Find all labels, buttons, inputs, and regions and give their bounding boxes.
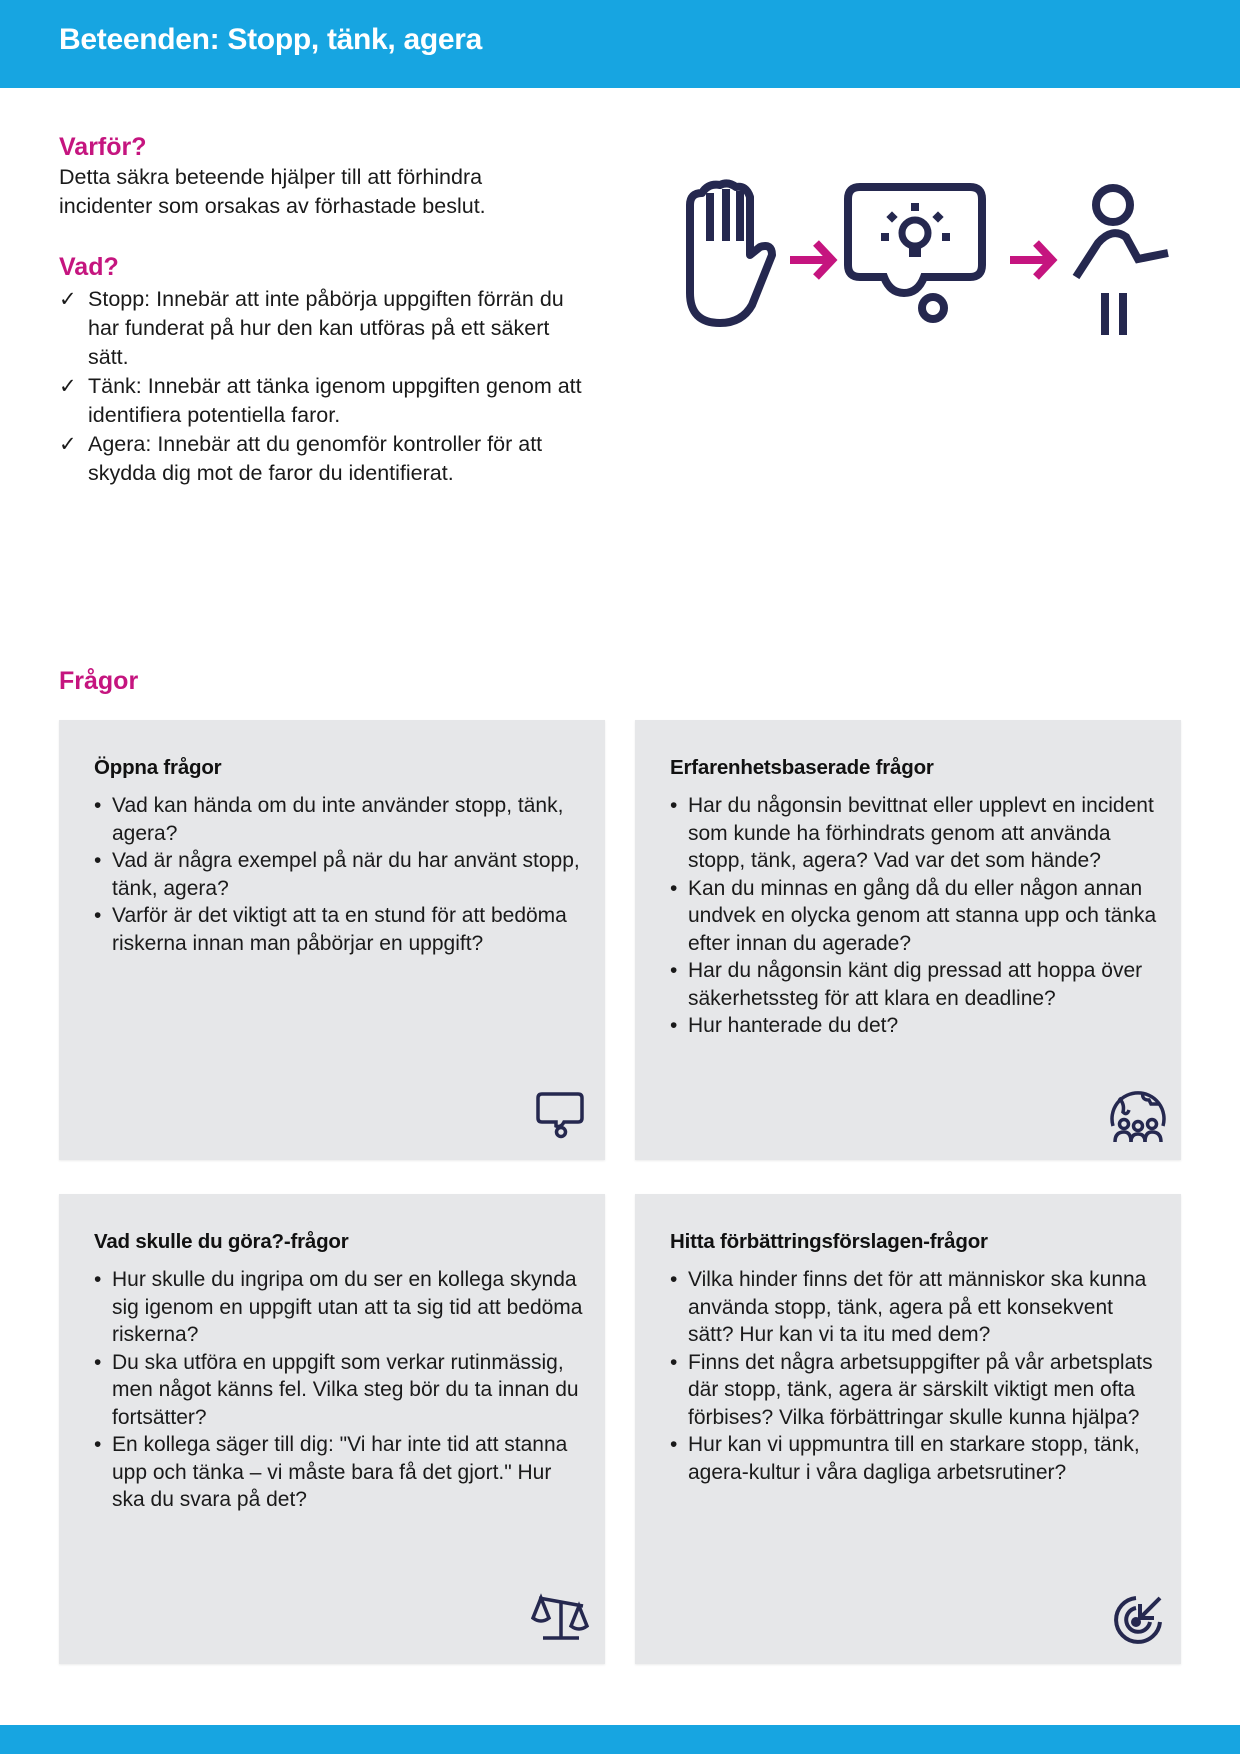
header-bar bbox=[0, 0, 1240, 88]
why-heading: Varför? bbox=[59, 133, 147, 161]
question-text: Hur kan vi uppmuntra till en starkare stopp, tänk, agera-kultur i våra dagliga arbetsrutiner? bbox=[688, 1433, 1140, 1484]
stop-hand-icon bbox=[690, 183, 772, 323]
question-item bbox=[94, 1349, 585, 1432]
check-icon: ✓ bbox=[59, 288, 77, 311]
question-text: Varför är det viktigt att ta en stund för att bedöma riskerna innan man påbörjar en uppgift? bbox=[112, 904, 567, 955]
bullet: • bbox=[94, 849, 102, 872]
question-item bbox=[670, 1266, 1161, 1349]
question-item bbox=[94, 792, 585, 847]
check-icon: ✓ bbox=[59, 375, 77, 398]
question-item bbox=[670, 957, 1161, 1012]
bullet: • bbox=[94, 794, 102, 817]
why-text bbox=[59, 163, 619, 221]
why-line: Detta säkra beteende hjälper till att förhindra bbox=[59, 165, 483, 189]
question-item bbox=[670, 792, 1161, 875]
bullet: • bbox=[94, 1350, 102, 1374]
bullet: • bbox=[94, 1268, 102, 1291]
speech-bubble-icon bbox=[534, 1088, 586, 1140]
questions-heading: Frågor bbox=[59, 667, 139, 695]
question-text: Finns det några arbetsuppgifter på vår arbetsplats där stopp, tänk, agera är särskilt viktigt men ofta förbises? Vilka förbättringar skulle kunna hjälpa? bbox=[688, 1350, 1153, 1429]
question-text: Vad är några exempel på när du har använt stopp, tänk, agera? bbox=[112, 849, 580, 900]
question-item bbox=[670, 1431, 1161, 1486]
question-item bbox=[670, 1349, 1161, 1432]
checklist-text: Stopp: Innebär att inte påbörja uppgiften förrän du har funderat på hur den kan utföras på ett säkert sätt. bbox=[88, 287, 564, 369]
question-card-improvements bbox=[635, 1194, 1181, 1664]
card-title: Vad skulle du göra?-frågor bbox=[94, 1230, 349, 1253]
question-text: Hur skulle du ingripa om du ser en kollega skynda sig igenom en uppgift utan att ta sig tid att bedöma riskerna? bbox=[112, 1268, 583, 1346]
why-line: incidenter som orsakas av förhastade beslut. bbox=[59, 194, 486, 218]
question-text: En kollega säger till dig: "Vi har inte tid att stanna upp och tänka – vi måste bara få det gjort." Hur ska du svara på det? bbox=[112, 1433, 568, 1511]
bullet: • bbox=[670, 1268, 678, 1291]
checklist-item bbox=[59, 372, 588, 430]
question-card-experience bbox=[635, 720, 1181, 1160]
question-text: Har du någonsin känt dig pressad att hoppa över säkerhetssteg för att klara en deadline? bbox=[688, 959, 1143, 1010]
bullet: • bbox=[670, 1350, 678, 1374]
card-title: Erfarenhetsbaserade frågor bbox=[670, 756, 934, 779]
footer-bar bbox=[0, 1725, 1240, 1754]
question-item bbox=[670, 1012, 1161, 1040]
what-checklist bbox=[59, 285, 599, 488]
bullet: • bbox=[670, 1014, 678, 1037]
question-list bbox=[670, 1266, 1161, 1486]
globe-people-icon bbox=[1107, 1086, 1169, 1148]
question-text: Har du någonsin bevittnat eller upplevt en incident som kunde ha förhindrats genom att använda stopp, tänk, agera? Vad var det som hände? bbox=[688, 794, 1154, 872]
question-item bbox=[94, 902, 585, 957]
question-item bbox=[94, 1431, 585, 1514]
page-title: Beteenden: Stopp, tänk, agera bbox=[59, 23, 483, 56]
arrow-right-icon bbox=[790, 243, 832, 277]
question-text: Vad kan hända om du inte använder stopp, tänk, agera? bbox=[112, 794, 564, 845]
stop-think-act-flow bbox=[680, 175, 1180, 345]
question-card-open bbox=[59, 720, 605, 1160]
bullet: • bbox=[670, 794, 678, 817]
bullet: • bbox=[670, 959, 678, 982]
bullet: • bbox=[670, 876, 678, 900]
question-text: Du ska utföra en uppgift som verkar rutinmässig, men något känns fel. Vilka steg bör du ta innan du fortsätter? bbox=[112, 1350, 579, 1429]
target-arrow-icon bbox=[1110, 1592, 1166, 1648]
checklist-text: Agera: Innebär att du genomför kontroller för att skydda dig mot de faror du identifierat. bbox=[88, 432, 543, 485]
balance-scale-icon bbox=[531, 1592, 591, 1644]
bullet: • bbox=[94, 904, 102, 927]
question-list bbox=[670, 792, 1161, 1040]
check-icon: ✓ bbox=[59, 433, 77, 456]
question-item bbox=[94, 847, 585, 902]
question-list bbox=[94, 1266, 585, 1514]
idea-thought-bubble-icon bbox=[848, 187, 982, 319]
question-card-what-would-you-do bbox=[59, 1194, 605, 1664]
question-text: Hur hanterade du det? bbox=[688, 1014, 899, 1037]
question-text: Vilka hinder finns det för att människor ska kunna använda stopp, tänk, agera på ett konsekvent sätt? Hur kan vi ta itu med dem? bbox=[688, 1268, 1147, 1346]
question-text: Kan du minnas en gång då du eller någon annan undvek en olycka genom att stanna upp och tänka efter innan du agerade? bbox=[688, 876, 1157, 955]
what-heading: Vad? bbox=[59, 253, 119, 281]
person-acting-icon bbox=[1076, 188, 1168, 335]
question-item bbox=[94, 1266, 585, 1349]
checklist-item bbox=[59, 430, 608, 488]
checklist-item bbox=[59, 285, 588, 372]
question-list bbox=[94, 792, 585, 957]
bullet: • bbox=[670, 1433, 678, 1456]
card-title: Öppna frågor bbox=[94, 756, 222, 779]
bullet: • bbox=[94, 1433, 102, 1456]
question-item bbox=[670, 875, 1161, 958]
arrow-right-icon bbox=[1010, 243, 1052, 277]
card-title: Hitta förbättringsförslagen-frågor bbox=[670, 1230, 988, 1253]
checklist-text: Tänk: Innebär att tänka igenom uppgiften genom att identifiera potentiella faror. bbox=[88, 374, 582, 427]
